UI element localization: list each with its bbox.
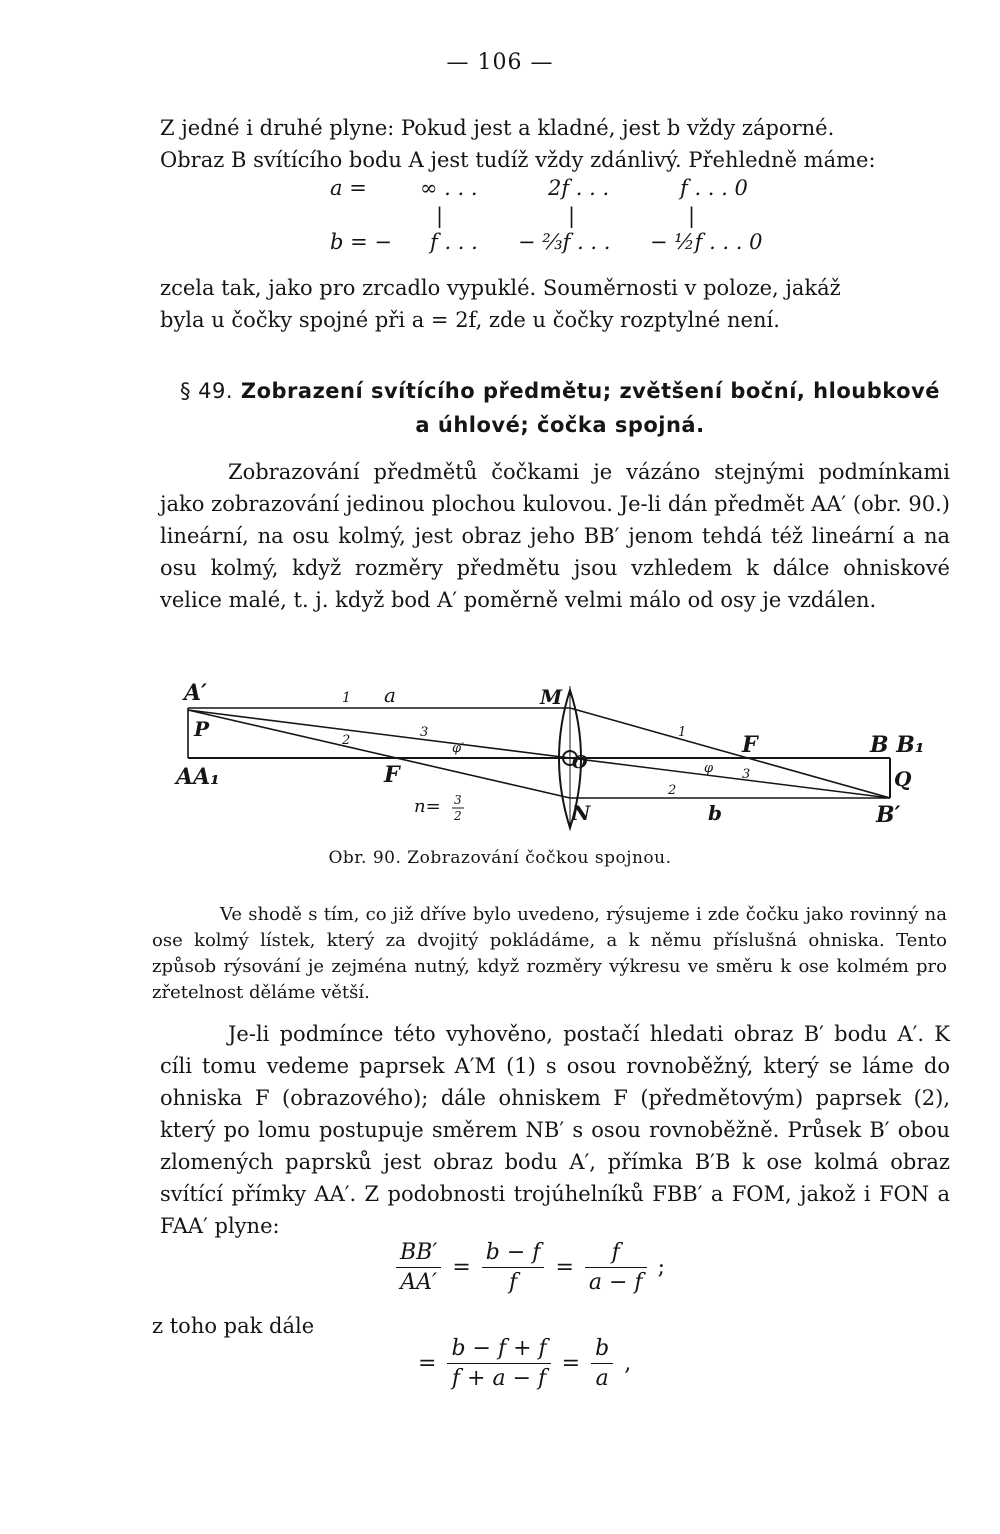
ray-3-right <box>570 758 890 798</box>
label-p: P <box>194 717 210 741</box>
lens-figure <box>170 680 940 840</box>
table-a-c3: f . . . 0 <box>680 176 748 200</box>
equation-2 <box>414 1336 635 1391</box>
eq1-f1-den: AA′ <box>400 1270 438 1295</box>
table-b-c2: − ⅔f . . . <box>518 230 611 254</box>
label-b-prime: B′ <box>876 802 901 828</box>
table-bar-2: | <box>568 204 576 228</box>
label-ray1-left: 1 <box>342 690 351 706</box>
label-aa1: AA₁ <box>176 764 220 790</box>
eq2-equals-2: = <box>561 1351 581 1376</box>
label-n-point: N <box>572 801 591 825</box>
paragraph-drawing-note: Ve shodě s tím, co již dříve bylo uvedeno, rýsujeme i zde čočku jako rovinný na ose kolmý lístek, který za dvojitý pokládáme, a k němu příslušná ohniska. Tento způsob rýsování je zejména nutný, když rozměry výkresu ve směru k ose kolmém pro zřetelnost děláme větší. <box>152 904 947 1003</box>
eq2-equals-1: = <box>418 1351 437 1376</box>
eq1-f2-num: b − f <box>482 1240 545 1268</box>
eq1-equals-1: = <box>452 1255 471 1280</box>
label-b: b <box>708 801 722 825</box>
table-a-c1: ∞ . . . <box>420 176 478 200</box>
label-phi-right: φ <box>704 761 714 776</box>
ray-3-left <box>188 710 570 758</box>
table-bar-3: | <box>688 204 696 228</box>
label-ray2-left: 2 <box>342 733 351 748</box>
eq1-f1-num: BB′ <box>396 1240 441 1268</box>
paragraph-construction: Je-li podmínce této vyhověno, postačí hledati obraz B′ bodu A′. K cíli tomu vedeme paprsek A′M (1) s osou rovnoběžný, který se láme do ohniska F (obrazového); dále ohniskem F (předmětovým) paprsek (2), který po lomu postupuje směrem NB′ s osou rovnoběžně. Průsek B′ obou zlomených paprsků jest obraz bodu A′, přímka B′B k ose kolmá obraz svítící přímky AA′. Z podobnosti trojúhelníků FBB′ a FOM, jakož i FON a FAA′ plyne: <box>160 1022 950 1238</box>
ray-2-left <box>188 710 570 798</box>
label-o: O <box>572 752 588 773</box>
page-number: — 106 — <box>446 50 554 75</box>
label-m: M <box>540 685 563 709</box>
label-f-right: F <box>742 732 758 758</box>
paragraph-intro <box>160 112 950 176</box>
label-a-prime: A′ <box>184 680 207 706</box>
equation-1 <box>396 1240 669 1295</box>
eq1-equals-2: = <box>555 1255 574 1280</box>
paragraph-imaging: Zobrazování předmětů čočkami je vázáno stejnými podmínkami jako zobrazování jedinou plochou kulovou. Je-li dán předmět AA′ (obr. 90.) lineární, na osu kolmý, jest obraz jeho BB′ jenom tehdá též lineární a na osu kolmý, když rozměry předmětu jsou vzhledem k dálce ohniskové velice malé, t. j. když bod A′ poměrně velmi málo od osy je vzdálen. <box>160 460 950 612</box>
eq1-f3-num: f <box>585 1240 647 1268</box>
label-phi-left: φ′ <box>452 741 465 756</box>
table-a-label: a = <box>330 176 367 200</box>
heading-line-1: Zobrazení svítícího předmětu; zvětšení boční, hloubkové <box>240 379 941 403</box>
eq2-end: , <box>624 1351 632 1376</box>
label-ray2-right: 2 <box>668 783 677 798</box>
symmetry-line-2: byla u čočky spojné při a = 2f, zde u čočky rozptylné není. <box>160 308 780 332</box>
eq2-f1-den: f + a − f <box>451 1366 547 1391</box>
table-a-c2: 2f . . . <box>548 176 610 200</box>
heading-line-2: a úhlové; čočka spojná. <box>415 413 705 437</box>
label-ray3-right: 3 <box>742 767 751 782</box>
eq2-f1-num: b − f + f <box>447 1336 550 1364</box>
eq2-f2-num: b <box>591 1336 613 1364</box>
label-ray1-right: 1 <box>678 725 687 740</box>
symmetry-line-1: zcela tak, jako pro zrcadlo vypuklé. Souměrnosti v poloze, jakáž <box>160 276 841 300</box>
label-bb1: B B₁ <box>870 732 925 758</box>
eq1-end: ; <box>657 1255 665 1280</box>
label-n-num: 3 <box>454 793 462 807</box>
label-q: Q <box>894 767 912 791</box>
table-b-label: b = − <box>330 230 392 254</box>
label-f-left: F <box>384 762 400 788</box>
paragraph-then: z toho pak dále <box>152 1314 315 1338</box>
eq2-f2-den: a <box>595 1366 609 1391</box>
table-b-c3: − ½f . . . 0 <box>650 230 763 254</box>
label-n-den: 2 <box>454 809 462 823</box>
table-bar-1: | <box>436 204 444 228</box>
eq1-f3-den: a − f <box>588 1270 643 1295</box>
label-a: a <box>384 683 396 707</box>
figure-caption: Obr. 90. Zobrazování čočkou spojnou. <box>328 848 672 868</box>
ray-1-right <box>570 708 890 798</box>
eq1-f2-den: f <box>509 1270 518 1295</box>
paragraph-symmetry <box>160 272 950 336</box>
intro-line-2: Obraz B svítícího bodu A jest tudíž vždy zdánlivý. Přehledně máme: <box>160 148 876 172</box>
table-b-c1: f . . . <box>430 230 478 254</box>
section-number: § 49. <box>179 379 234 403</box>
label-ray3-left: 3 <box>420 725 429 740</box>
section-heading <box>150 374 970 442</box>
intro-line-1: Z jedné i druhé plyne: Pokud jest a kladné, jest b vždy záporné. <box>160 116 835 140</box>
label-n: n= <box>414 796 441 817</box>
